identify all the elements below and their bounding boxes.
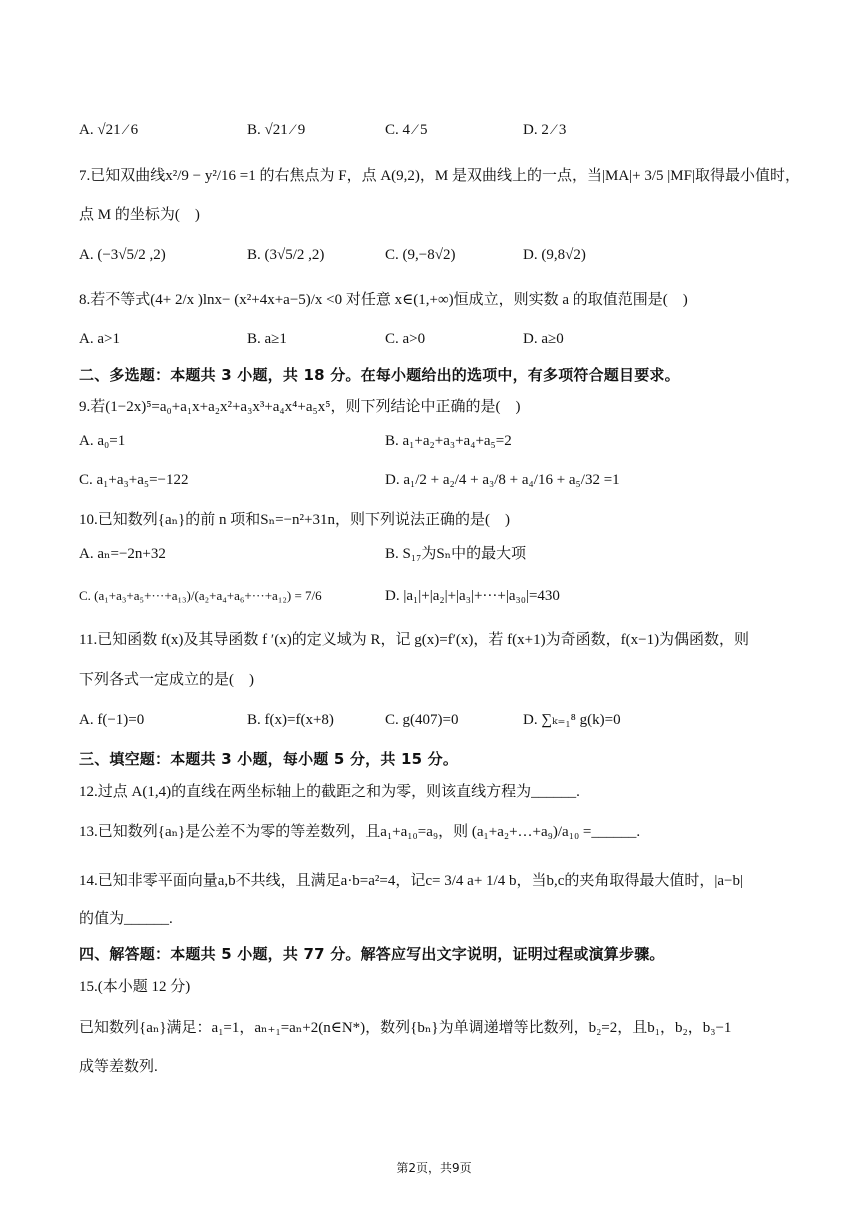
q10-option-c: C. (a₁+a₃+a₅+···+a₁₃)/(a₂+a₄+a₆+···+a₁₂) = 7/6 [79, 588, 322, 603]
section-heading-fill-in: 三、填空题：本题共 3 小题，每小题 5 分，共 15 分。 [79, 750, 459, 768]
q11-option-b: B. f(x)=f(x+8) [247, 712, 334, 728]
q6-option-a: A. √21 ⁄ 6 [79, 122, 139, 138]
section-heading-solution: 四、解答题：本题共 5 小题，共 77 分。解答应写出文字说明，证明过程或演算步骤。 [79, 945, 665, 963]
page-number-footer: 第2页，共9页 [396, 1161, 472, 1175]
q9-option-c: C. a₁+a₃+a₅=−122 [79, 472, 189, 488]
q8-option-c: C. a>0 [385, 331, 426, 347]
q10-option-a: A. aₙ=−2n+32 [79, 546, 166, 562]
q14-stem-line1: 14.已知非零平面向量a,b不共线，且满足a·b=a²=4，记c= 3/4 a+ 1/4 b，当b,c的夹角取得最大值时，|a−b| [79, 873, 743, 889]
q10-option-d: D. |a₁|+|a₂|+|a₃|+···+|a₃₀|=430 [385, 588, 560, 604]
q10-option-b: B. S₁₇为Sₙ中的最大项 [385, 546, 527, 562]
q10-stem: 10.已知数列{aₙ}的前 n 项和Sₙ=−n²+31n，则下列说法正确的是( ) [79, 512, 510, 528]
q15-header: 15.(本小题 12 分) [79, 979, 191, 995]
q11-option-c: C. g(407)=0 [385, 712, 459, 728]
q15-stem-line1: 已知数列{aₙ}满足：a₁=1，aₙ₊₁=aₙ+2(n∈N*)，数列{bₙ}为单调递增等比数列，b₂=2，且b₁，b₂，b₃−1 [79, 1020, 732, 1036]
q7-stem-line2: 点 M 的坐标为( ) [79, 207, 200, 223]
q13-stem: 13.已知数列{aₙ}是公差不为零的等差数列，且a₁+a₁₀=a₉，则 (a₁+a₂+…+a₉)/a₁₀ =______. [79, 824, 641, 840]
q7-option-c: C. (9,−8√2) [385, 247, 456, 263]
q14-stem-line2: 的值为______. [79, 911, 173, 927]
q8-option-a: A. a>1 [79, 331, 120, 347]
q8-option-b: B. a≥1 [247, 331, 287, 347]
q11-stem-line2: 下列各式一定成立的是( ) [79, 672, 254, 688]
q11-option-a: A. f(−1)=0 [79, 712, 145, 728]
q9-option-a: A. a₀=1 [79, 433, 126, 449]
q7-stem-line1: 7.已知双曲线x²/9 − y²/16 =1 的右焦点为 F，点 A(9,2)，M 是双曲线上的一点，当|MA|+ 3/5 |MF|取得最小值时， [79, 168, 800, 184]
q9-stem: 9.若(1−2x)⁵=a₀+a₁x+a₂x²+a₃x³+a₄x⁴+a₅x⁵，则下列结论中正确的是( ) [79, 399, 521, 415]
q7-option-d: D. (9,8√2) [523, 247, 586, 263]
q9-option-b: B. a₁+a₂+a₃+a₄+a₅=2 [385, 433, 512, 449]
q12-stem: 12.过点 A(1,4)的直线在两坐标轴上的截距之和为零，则该直线方程为______. [79, 784, 580, 800]
q7-option-b: B. (3√5/2 ,2) [247, 247, 325, 263]
q6-option-c: C. 4 ⁄ 5 [385, 122, 428, 138]
q9-option-d: D. a₁/2 + a₂/4 + a₃/8 + a₄/16 + a₅/32 =1 [385, 472, 620, 488]
q7-option-a: A. (−3√5/2 ,2) [79, 247, 166, 263]
q11-stem-line1: 11.已知函数 f(x)及其导函数 f ′(x)的定义域为 R，记 g(x)=f′(x)，若 f(x+1)为奇函数，f(x−1)为偶函数，则 [79, 632, 750, 648]
q6-option-d: D. 2 ⁄ 3 [523, 122, 567, 138]
q15-stem-line2: 成等差数列. [79, 1059, 158, 1075]
section-heading-multiple-choice: 二、多选题：本题共 3 小题，共 18 分。在每小题给出的选项中，有多项符合题目要求。 [79, 366, 680, 384]
q6-option-b: B. √21 ⁄ 9 [247, 122, 306, 138]
q8-option-d: D. a≥0 [523, 331, 564, 347]
q11-option-d: D. ∑ₖ₌₁⁸ g(k)=0 [523, 712, 621, 728]
q8-stem: 8.若不等式(4+ 2/x )lnx− (x²+4x+a−5)/x <0 对任意 x∈(1,+∞)恒成立，则实数 a 的取值范围是( ) [79, 292, 688, 308]
